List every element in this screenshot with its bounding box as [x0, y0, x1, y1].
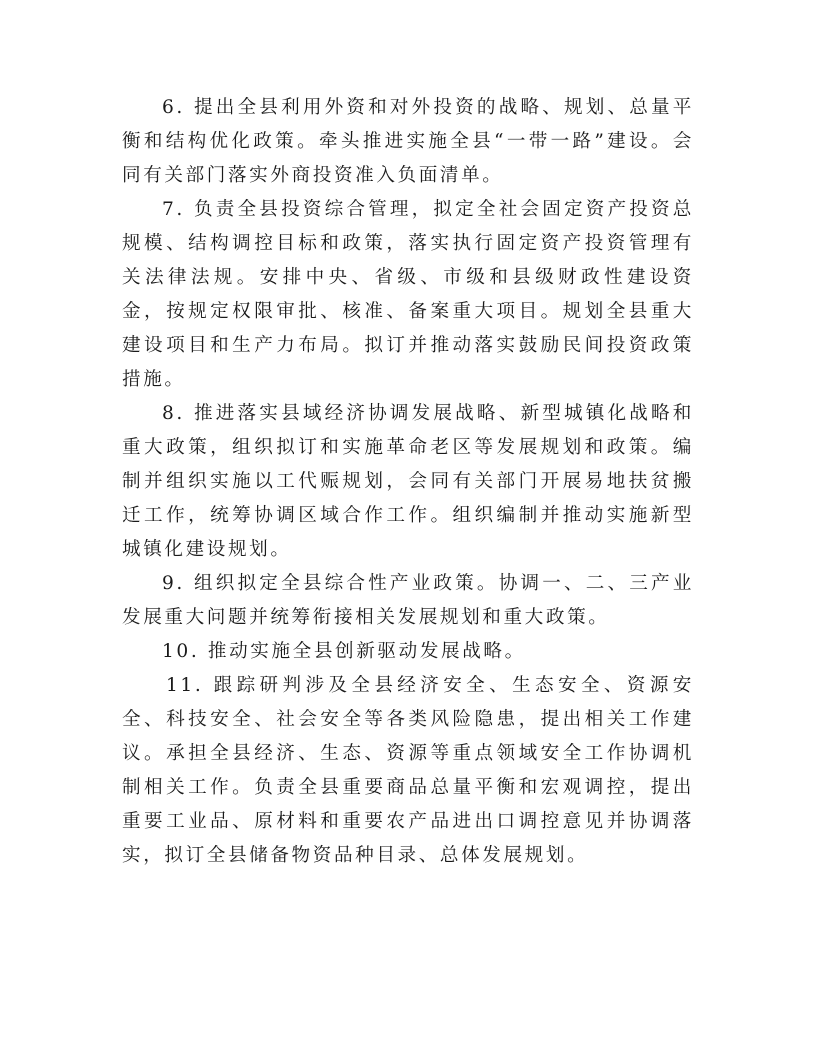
paragraph-9: 9. 组织拟定全县综合性产业政策。协调一、二、三产业发展重大问题并统筹衔接相关发展规划和重大政策。 — [122, 573, 694, 628]
paragraph-11: 11. 跟踪研判涉及全县经济安全、生态安全、资源安全、科技安全、社会安全等各类风险隐患，提出相关工作建议。承担全县经济、生态、资源等重点领域安全工作协调机制相关工作。负责全县重要商品总量平衡和宏观调控，提出重要工业品、原材料和重要农产品进出口调控意见并协调落实，拟订全县储备物资品种目录、总体发展规划。 — [122, 675, 694, 866]
document-body — [122, 91, 694, 873]
paragraph-6: 6. 提出全县利用外资和对外投资的战略、规划、总量平衡和结构优化政策。牵头推进实施全县“一带一路”建设。会同有关部门落实外商投资准入负面清单。 — [122, 97, 694, 186]
paragraph-10: 10. 推动实施全县创新驱动发展战略。 — [162, 641, 526, 662]
paragraph-8: 8. 推进落实县域经济协调发展战略、新型城镇化战略和重大政策，组织拟订和实施革命老区等发展规划和政策。编制并组织实施以工代赈规划，会同有关部门开展易地扶贫搬迁工作，统筹协调区域合作工作。组织编制并推动实施新型城镇化建设规划。 — [122, 403, 694, 560]
paragraph-7: 7. 负责全县投资综合管理，拟定全社会固定资产投资总规模、结构调控目标和政策，落实执行固定资产投资管理有关法律法规。安排中央、省级、市级和县级财政性建设资金，按规定权限审批、核准、备案重大项目。规划全县重大建设项目和生产力布局。拟订并推动落实鼓励民间投资政策措施。 — [122, 199, 694, 390]
